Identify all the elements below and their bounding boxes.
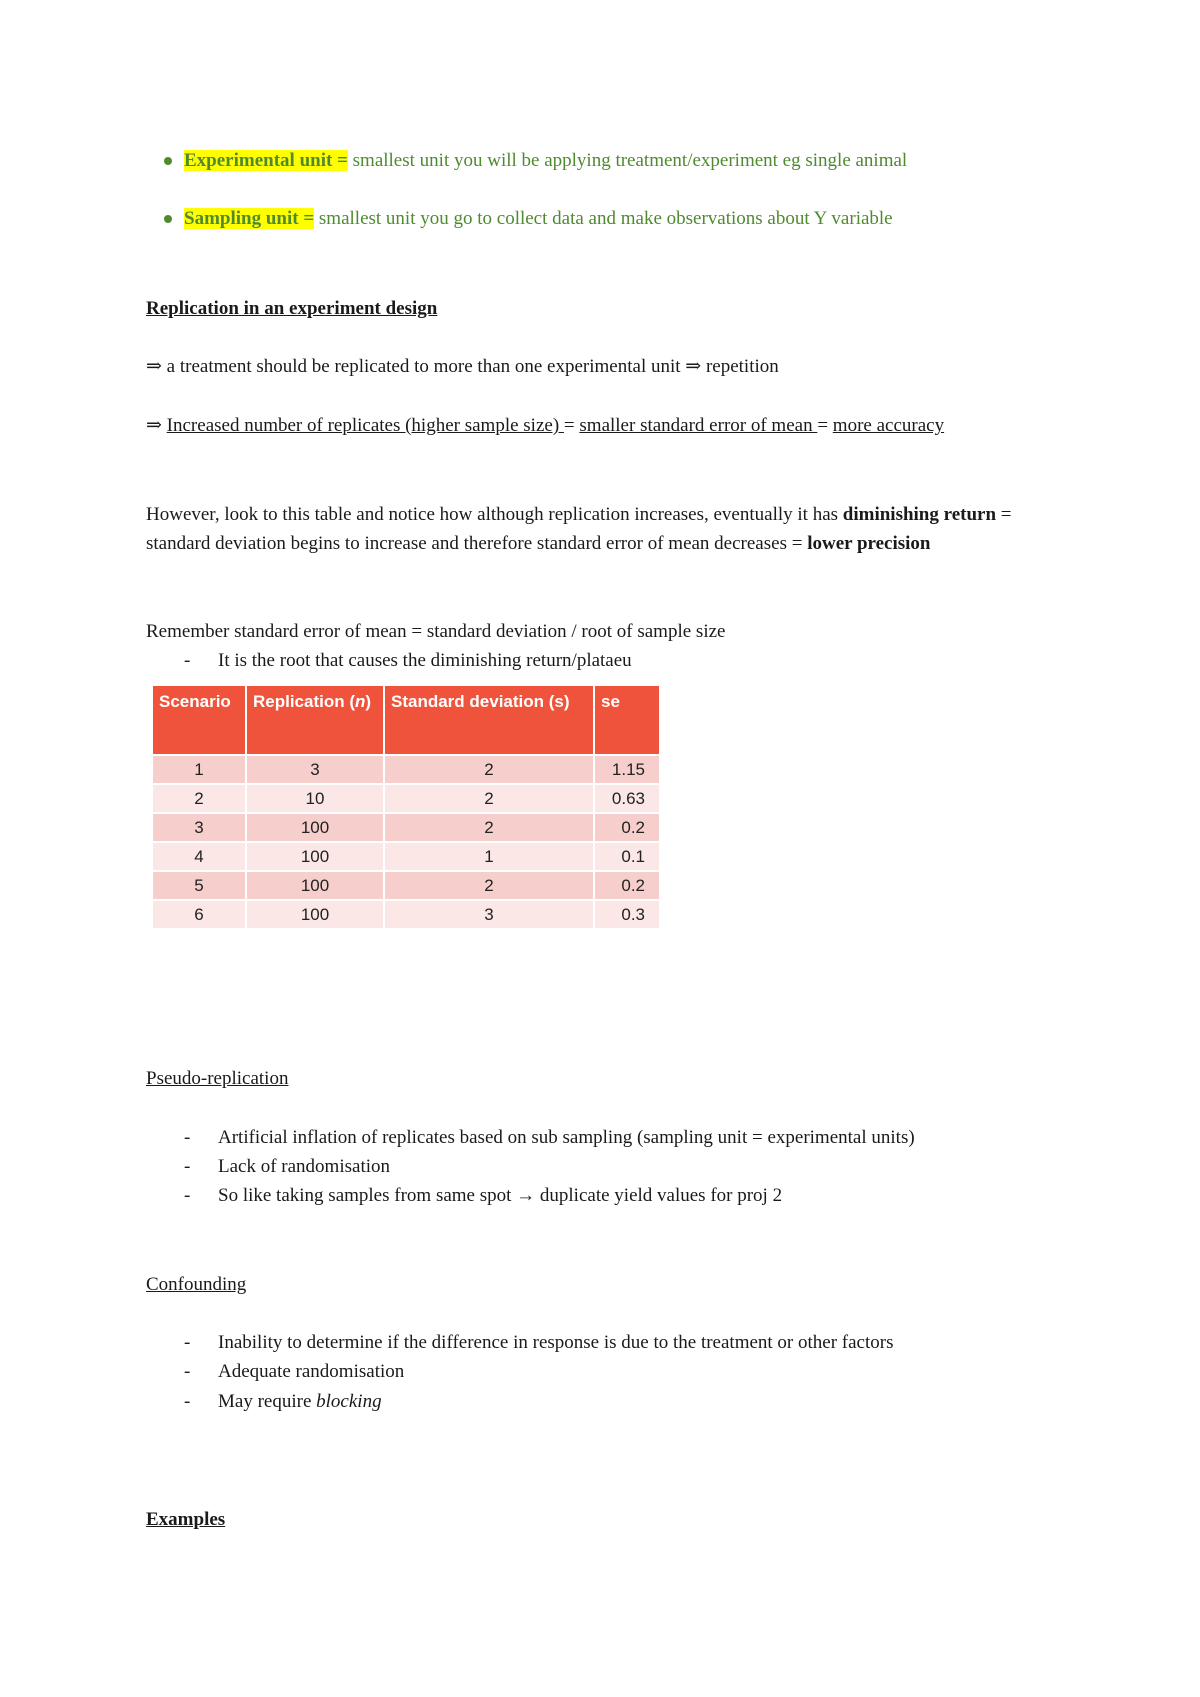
table-row — [153, 756, 659, 783]
confounding-item — [184, 1387, 1098, 1416]
confounding-item-text: May require — [218, 1391, 317, 1412]
header-replication-label: Replication ( — [253, 692, 356, 711]
pseudo-item-text: Artificial inflation of replicates based on sub sampling (sampling unit = experimental units) — [218, 1127, 915, 1148]
cell-se: 0.3 — [595, 901, 659, 928]
confounding-item — [184, 1357, 1098, 1386]
heading-pseudo-replication: Pseudo-replication — [146, 1068, 289, 1089]
cell-sd: 2 — [385, 872, 593, 899]
cell-sd: 2 — [385, 814, 593, 841]
cell-scenario: 5 — [153, 872, 245, 899]
paragraph-text: = standard deviation begins to increase and therefore standard error of mean decreases = — [146, 504, 1012, 554]
confounding-item-text: Adequate randomisation — [218, 1361, 405, 1382]
remember-dash-item — [184, 646, 1098, 675]
heading-examples: Examples — [146, 1509, 226, 1530]
arrow-text: ⇒ — [146, 415, 167, 436]
dash-marker: - — [184, 650, 191, 671]
dash-marker: - — [184, 1185, 191, 1206]
bullet-dot-icon — [164, 215, 172, 223]
remember-item-text: It is the root that causes the diminishing return/plataeu — [218, 650, 632, 671]
remember-formula: Remember standard error of mean = standard deviation / root of sample size — [146, 621, 726, 642]
header-replication-n: n — [355, 692, 366, 711]
smaller-se-text: smaller standard error of mean — [579, 415, 818, 436]
cell-replication: 10 — [247, 785, 383, 812]
more-accuracy-text: more accuracy — [832, 415, 945, 436]
table-row — [153, 872, 659, 899]
term-experimental-unit: Experimental unit = — [184, 150, 348, 171]
header-replication — [247, 686, 383, 754]
bullet-experimental-unit — [184, 146, 1064, 175]
cell-sd: 2 — [385, 756, 593, 783]
definition-sampling-unit: smallest unit you go to collect data and make observations about Y variable — [314, 208, 893, 229]
dash-marker: - — [184, 1361, 191, 1382]
heading-confounding: Confounding — [146, 1274, 247, 1295]
dash-marker: - — [184, 1127, 191, 1148]
header-standard-deviation: Standard deviation (s) — [385, 686, 593, 754]
increased-replicates-text: Increased number of replicates (higher sample size) — [166, 415, 564, 436]
header-se: se — [595, 686, 659, 754]
cell-sd: 1 — [385, 843, 593, 870]
dash-marker: - — [184, 1332, 191, 1353]
table-header-row — [153, 686, 659, 754]
cell-se: 0.63 — [595, 785, 659, 812]
diminishing-return-bold: diminishing return — [842, 504, 997, 525]
replication-line2 — [146, 411, 1066, 440]
replication-line1: ⇒ a treatment should be replicated to more than one experimental unit ⇒ repetition — [146, 356, 779, 377]
cell-scenario: 1 — [153, 756, 245, 783]
cell-se: 0.2 — [595, 814, 659, 841]
blocking-italic: blocking — [316, 1391, 382, 1412]
cell-replication: 100 — [247, 901, 383, 928]
pseudo-item-text: Lack of randomisation — [218, 1156, 391, 1177]
cell-replication: 100 — [247, 843, 383, 870]
cell-scenario: 2 — [153, 785, 245, 812]
cell-se: 1.15 — [595, 756, 659, 783]
table-row — [153, 785, 659, 812]
cell-sd: 2 — [385, 785, 593, 812]
header-scenario: Scenario — [153, 686, 245, 754]
confounding-item-text: Inability to determine if the difference in response is due to the treatment or other factors — [218, 1332, 894, 1353]
confounding-item — [184, 1328, 1098, 1357]
dash-marker: - — [184, 1391, 191, 1412]
table-row — [153, 843, 659, 870]
cell-scenario: 4 — [153, 843, 245, 870]
cell-replication: 100 — [247, 872, 383, 899]
heading-replication: Replication in an experiment design — [146, 298, 438, 319]
table-row — [153, 901, 659, 928]
paragraph-text: However, look to this table and notice how although replication increases, eventually it has — [146, 504, 843, 525]
pseudo-item — [184, 1152, 1098, 1181]
equals-text: = — [817, 415, 833, 436]
bullet-dot-icon — [164, 157, 172, 165]
cell-se: 0.2 — [595, 872, 659, 899]
cell-replication: 100 — [247, 814, 383, 841]
lower-precision-bold: lower precision — [807, 533, 931, 554]
term-sampling-unit: Sampling unit = — [184, 208, 315, 229]
dash-marker: - — [184, 1156, 191, 1177]
se-table — [151, 684, 661, 930]
equals-text: = — [563, 415, 580, 436]
cell-scenario: 3 — [153, 814, 245, 841]
pseudo-item-text: So like taking samples from same spot → duplicate yield values for proj 2 — [218, 1185, 783, 1206]
header-replication-close: ) — [365, 692, 372, 711]
pseudo-item — [184, 1181, 1098, 1210]
diminishing-return-paragraph — [146, 500, 1066, 558]
cell-scenario: 6 — [153, 901, 245, 928]
pseudo-item — [184, 1123, 1098, 1152]
table-row — [153, 814, 659, 841]
bullet-sampling-unit — [184, 204, 1064, 233]
definition-experimental-unit: smallest unit you will be applying treatment/experiment eg single animal — [347, 150, 908, 171]
cell-replication: 3 — [247, 756, 383, 783]
cell-sd: 3 — [385, 901, 593, 928]
cell-se: 0.1 — [595, 843, 659, 870]
